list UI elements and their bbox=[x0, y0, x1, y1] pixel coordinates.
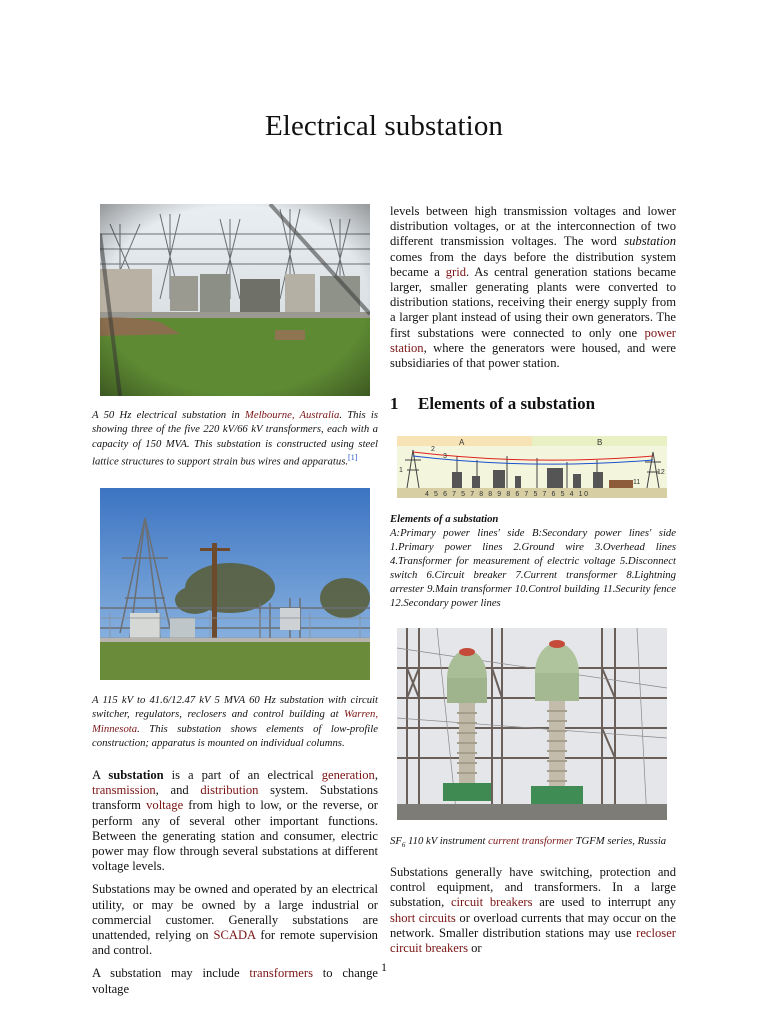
text-run: or overload currents that may occur on the network. Smaller distribution stations may use bbox=[390, 910, 677, 940]
term-substation-italic: substation bbox=[624, 234, 676, 249]
text-run: is a part of an electrical bbox=[163, 768, 322, 782]
intro-paragraph bbox=[92, 768, 378, 874]
text-run: Substations may be owned and operated by an electrical utility, or may be owned by a large industrial or commercial customer. Generally substations are unattended, relying on bbox=[92, 882, 378, 943]
section-number: 1 bbox=[390, 394, 399, 413]
diagram-label-b: B bbox=[597, 438, 603, 447]
ownership-paragraph bbox=[92, 882, 378, 958]
link-warren-minnesota[interactable]: Warren, Minnesota bbox=[92, 708, 378, 735]
link-power-station[interactable]: power station bbox=[390, 325, 676, 355]
link-voltage[interactable]: voltage bbox=[146, 798, 184, 813]
link-short-circuits[interactable]: short circuits bbox=[390, 910, 456, 925]
text-run: A substation may include bbox=[92, 966, 250, 981]
link-distribution[interactable]: distribution bbox=[200, 783, 259, 798]
text-run: levels between high transmission voltages and lower distribution voltages, or at the interconnection of two different transmission voltages. The word bbox=[390, 204, 676, 249]
figure-caption-melbourne bbox=[92, 408, 378, 469]
diagram-number: 12 bbox=[657, 469, 665, 476]
text-run: or bbox=[467, 941, 482, 956]
diagram-number: 2 bbox=[431, 446, 435, 453]
substation-photo-melbourne bbox=[100, 204, 370, 396]
link-circuit-breakers[interactable]: circuit breakers bbox=[450, 895, 533, 910]
caption-text: . This is showing three of the five 220 kV/66 kV transformers, each with a capacity of 150 MVA. This substation is constructed using steel lattice structures to support strain bus wires and apparatus. bbox=[92, 409, 378, 468]
diagram-number: 1 bbox=[399, 467, 403, 474]
text-run: , bbox=[374, 768, 378, 782]
figure-caption-current-transformer bbox=[390, 834, 680, 853]
history-paragraph bbox=[390, 204, 676, 371]
link-recloser-circuit-breakers[interactable]: recloser circuit breakers bbox=[390, 925, 676, 956]
link-transmission[interactable]: transmission bbox=[92, 783, 156, 798]
caption-text: TGFM series, Russia bbox=[572, 835, 667, 847]
link-generation[interactable]: generation bbox=[321, 768, 375, 782]
page-number: 1 bbox=[381, 960, 387, 974]
caption-text: SF bbox=[390, 835, 402, 847]
text-run: , and bbox=[155, 783, 201, 798]
link-grid[interactable]: grid bbox=[445, 264, 467, 279]
figure-caption-elements bbox=[390, 512, 676, 610]
page-title: Electrical substation bbox=[264, 110, 504, 142]
equipment-paragraph bbox=[390, 865, 676, 956]
substation-photo-warren bbox=[100, 488, 370, 680]
figure-caption-warren bbox=[92, 693, 378, 751]
diagram-numbers-bottom: 4 5 6 7 5 7 8 8 9 8 6 7 5 7 6 5 4 10 bbox=[425, 491, 590, 498]
caption-text: . This substation shows elements of low-profile construction; apparatus is mounted on individual columns. bbox=[92, 722, 378, 750]
link-melbourne-australia[interactable]: Melbourne, Australia bbox=[244, 409, 340, 421]
text-run: , where the generators were housed, and were subsidiaries of that power station. bbox=[390, 340, 676, 371]
text-run: are used to interrupt any bbox=[532, 895, 677, 910]
link-transformers[interactable]: transformers bbox=[249, 966, 313, 981]
text-run: comes from the days before the distribution system became a bbox=[390, 249, 676, 279]
text-run: from high to low, or the reverse, or perform any of several other important functions. Between the generating station and consumer, electric power may flow through several substations at different voltage levels. bbox=[92, 798, 378, 874]
text-run: system. Substations transform bbox=[92, 783, 378, 813]
link-current-transformer[interactable]: current transformer bbox=[488, 835, 573, 847]
subscript: 6 bbox=[401, 841, 406, 850]
section-title: Elements of a substation bbox=[418, 394, 596, 413]
text-run: to change voltage bbox=[92, 966, 378, 996]
caption-text: A 50 Hz electrical substation in bbox=[92, 409, 245, 421]
caption-title: Elements of a substation bbox=[390, 513, 499, 525]
link-scada[interactable]: SCADA bbox=[213, 928, 256, 943]
section-heading bbox=[390, 394, 680, 414]
caption-text: 110 kV instrument bbox=[405, 835, 489, 847]
diagram-number: 3 bbox=[443, 453, 447, 460]
term-substation: substation bbox=[108, 768, 164, 782]
text-run: for remote supervision and control. bbox=[92, 928, 378, 958]
text-run: A bbox=[92, 768, 109, 782]
text-run: . As central generation stations became larger, smaller generating plants were converted to distribution stations, receiving their energy supply from a larger plant instead of using their own generators. The first substations were connected to only one bbox=[390, 264, 676, 340]
diagram-label-a: A bbox=[459, 438, 465, 447]
text-run: Substations generally have switching, protection and control equipment, and transformers. In a large substation, bbox=[390, 865, 676, 910]
reference-link[interactable]: [1] bbox=[348, 453, 358, 463]
diagram-number: 11 bbox=[633, 479, 641, 486]
current-transformer-photo bbox=[397, 628, 667, 820]
caption-text: A 115 kV to 41.6/12.47 kV 5 MVA 60 Hz substation with circuit switcher, regulators, reclosers and control building at bbox=[92, 694, 378, 721]
caption-text: A:Primary power lines' side B:Secondary power lines' side 1.Primary power lines 2.Ground wire 3.Overhead lines 4.Transformer for measurement of electric voltage 5.Disconnect switch 6.Circuit breaker 7.Current transformer 8.Lightning arrester 9.Main transformer 10.Control building 11.Security fence 12.Secondary power lines bbox=[390, 527, 676, 609]
substation-elements-diagram bbox=[397, 436, 667, 498]
